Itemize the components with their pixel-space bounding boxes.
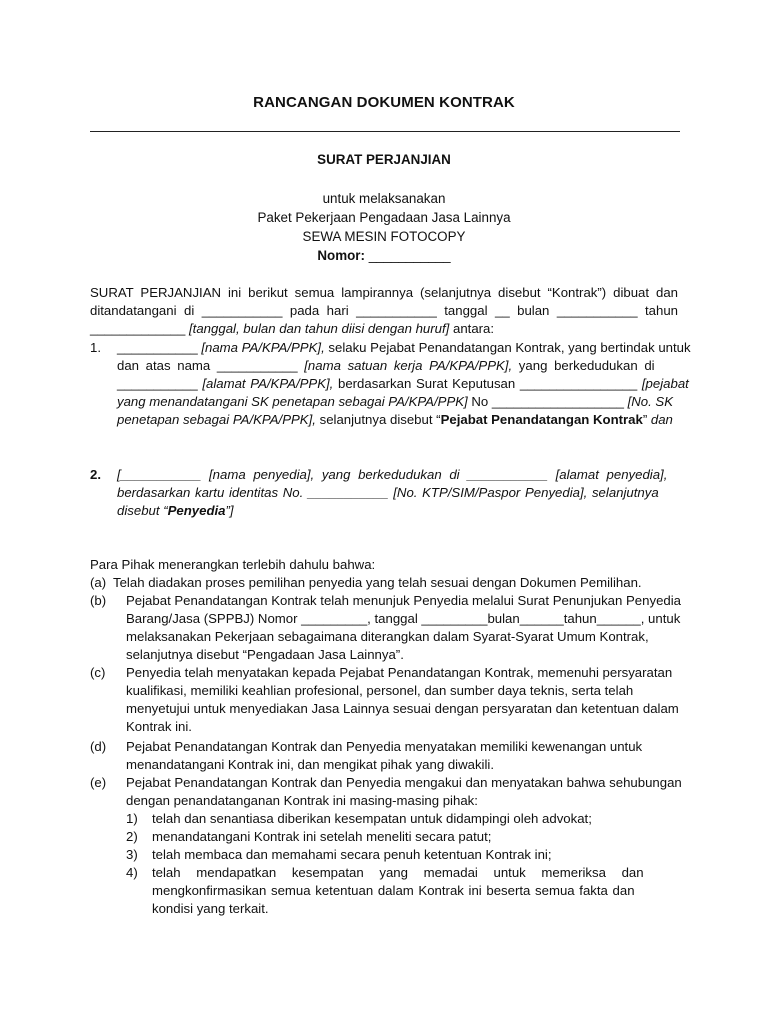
- recital-b-label: (b): [90, 593, 107, 608]
- document-title: RANCANGAN DOKUMEN KONTRAK: [253, 94, 515, 111]
- recital-a-text-wrap: [113, 574, 676, 592]
- recital-b: [90, 592, 680, 664]
- recitals-intro-text: Para Pihak menerangkan terlebih dahulu bahwa:: [90, 557, 376, 572]
- party-2-line-3: [117, 502, 680, 520]
- recital-d: [90, 738, 680, 774]
- title-divider: [90, 131, 680, 132]
- recital-d-line: menandatangani Kontrak ini, dan mengikat pihak yang diwakili.: [126, 757, 495, 772]
- party-2: [90, 466, 680, 520]
- item-line: kondisi yang terkait.: [152, 901, 269, 916]
- party-2-text: [117, 466, 680, 520]
- item-text: [152, 864, 679, 918]
- item-number: 1): [126, 811, 138, 826]
- item-line: mengkonfirmasikan semua ketentuan dalam Kontrak ini beserta semua fakta dan: [152, 883, 635, 898]
- text: berdasarkan Surat Keputusan ________________: [333, 376, 642, 391]
- recital-c-label: (c): [90, 665, 106, 680]
- item-text: menandatangani Kontrak ini setelah meneliti secara patut;: [152, 829, 492, 844]
- party-1-role: Pejabat Penandatangan Kontrak: [440, 412, 643, 427]
- party-1-number: 1.: [90, 340, 101, 355]
- opening-paragraph: [90, 284, 678, 338]
- blank: ___________: [117, 340, 198, 355]
- opening-line-3: [90, 320, 678, 338]
- recital-a-text: Telah diadakan proses pemilihan penyedia yang telah sesuai dengan Dokumen Pemilihan.: [113, 575, 642, 590]
- recital-b-line: Barang/Jasa (SPPBJ) Nomor _________, tanggal _________bulan______tahun______, untuk: [126, 611, 681, 626]
- contract-number: [0, 248, 768, 263]
- between-label: antara:: [449, 321, 495, 336]
- hint: [pejabat: [641, 376, 689, 391]
- recital-c-line: Penyedia telah menyatakan kepada Pejabat Penandatangan Kontrak, memenuhi persyaratan: [126, 665, 673, 680]
- recital-e-label: (e): [90, 775, 107, 790]
- hint: [nama PA/KPA/PPK],: [197, 340, 325, 355]
- text: selaku Pejabat Penandatangan Kontrak, yang bertindak untuk: [324, 340, 691, 355]
- item-number: 2): [126, 829, 138, 844]
- party-2-line-1: [___________ [nama penyedia], yang berkedudukan di ___________ [alamat penyedia],: [117, 467, 668, 482]
- recital-d-line: Pejabat Penandatangan Kontrak dan Penyedia menyatakan memiliki kewenangan untuk: [126, 739, 643, 754]
- item-line: telah mendapatkan kesempatan yang memadai untuk memeriksa dan: [152, 865, 644, 880]
- text: ”: [642, 412, 651, 427]
- recital-e-line: dengan penandatanganan Kontrak ini masing-masing pihak:: [126, 793, 478, 808]
- party-1-line-1: [117, 339, 691, 357]
- hint: yang menandatangani SK penetapan sebagai PA/KPA/PPK]: [117, 394, 468, 409]
- hint: [No. SK: [627, 394, 674, 409]
- recital-c-line: kualifikasi, memiliki keahlian profesional, personel, dan sumber daya teknis, serta telah: [126, 683, 634, 698]
- agreement-heading: SURAT PERJANJIAN: [317, 152, 451, 167]
- party-1-text: [117, 339, 691, 429]
- recital-e: [90, 774, 680, 810]
- recital-a-label: (a): [90, 575, 107, 590]
- party-1-line-2: [117, 357, 680, 375]
- recital-b-line: Pejabat Penandatangan Kontrak telah menunjuk Penyedia melalui Surat Penunjukan Penyedia: [126, 593, 682, 608]
- party-1: [90, 339, 691, 429]
- item-number: 4): [126, 865, 138, 880]
- date-blank: _____________: [90, 321, 186, 336]
- recital-d-label: (d): [90, 739, 107, 754]
- text: dan atas nama ___________: [117, 358, 305, 373]
- recital-c-line: Kontrak ini.: [126, 719, 192, 734]
- hint: [nama satuan kerja PA/KPA/PPK],: [304, 358, 513, 373]
- item-number: 3): [126, 847, 138, 862]
- recital-b-line: melaksanakan Pekerjaan sebagaimana diterangkan dalam Syarat-Syarat Umum Kontrak,: [126, 629, 649, 644]
- recital-b-line: selanjutnya disebut “Pengadaan Jasa Lainnya”.: [126, 647, 404, 662]
- blank: ___________: [117, 376, 203, 391]
- nomor-blank: ___________: [368, 248, 451, 263]
- purpose-line-2: Paket Pekerjaan Pengadaan Jasa Lainnya: [257, 210, 511, 225]
- party-2-line-2: berdasarkan kartu identitas No. ___________ [No. KTP/SIM/Paspor Penyedia], selanjutnya: [117, 485, 659, 500]
- item-text: telah dan senantiasa diberikan kesempatan untuk didampingi oleh advokat;: [152, 811, 592, 826]
- hint: dan: [650, 412, 673, 427]
- text: selanjutnya disebut “: [315, 412, 441, 427]
- hint: penetapan sebagai PA/KPA/PPK],: [117, 412, 316, 427]
- text: yang berkedudukan di: [512, 358, 655, 373]
- recitals-intro: [90, 556, 678, 574]
- party-2-role: Penyedia: [167, 503, 226, 518]
- recital-d-text: [126, 738, 679, 774]
- party-2-number: 2.: [90, 467, 101, 482]
- recital-e-line: Pejabat Penandatangan Kontrak dan Penyedia mengakui dan menyatakan bahwa sehubungan: [126, 775, 682, 790]
- text: No __________________: [467, 394, 628, 409]
- recital-c: [90, 664, 680, 736]
- purpose-line-3: SEWA MESIN FOTOCOPY: [302, 229, 466, 244]
- nomor-label: Nomor:: [317, 248, 365, 263]
- purpose-line-1: untuk melaksanakan: [322, 191, 446, 206]
- opening-line-2: ditandatangani di ___________ pada hari ___________ tanggal __ bulan ___________ tahun: [90, 303, 678, 318]
- recital-c-text: [126, 664, 679, 736]
- date-hint: [tanggal, bulan dan tahun diisi dengan huruf]: [185, 321, 450, 336]
- party-1-line-3: [117, 375, 689, 393]
- recital-b-text: [126, 592, 682, 664]
- recital-e-item-4: [126, 864, 680, 918]
- opening-line-1: SURAT PERJANJIAN ini berikut semua lampirannya (selanjutnya disebut “Kontrak”) dibuat dan: [90, 285, 678, 300]
- item-text: telah membaca dan memahami secara penuh ketentuan Kontrak ini;: [152, 847, 552, 862]
- text: disebut “: [117, 503, 168, 518]
- party-1-line-4: [117, 393, 680, 411]
- hint: [alamat PA/KPA/PPK],: [202, 376, 334, 391]
- recital-c-line: menyetujui untuk menyediakan Jasa Lainnya sesuai dengan persyaratan dan ketentuan dalam: [126, 701, 679, 716]
- party-1-line-5: [117, 411, 680, 429]
- recital-a: [90, 574, 680, 592]
- recital-e-text: [126, 774, 682, 810]
- text: ”]: [225, 503, 234, 518]
